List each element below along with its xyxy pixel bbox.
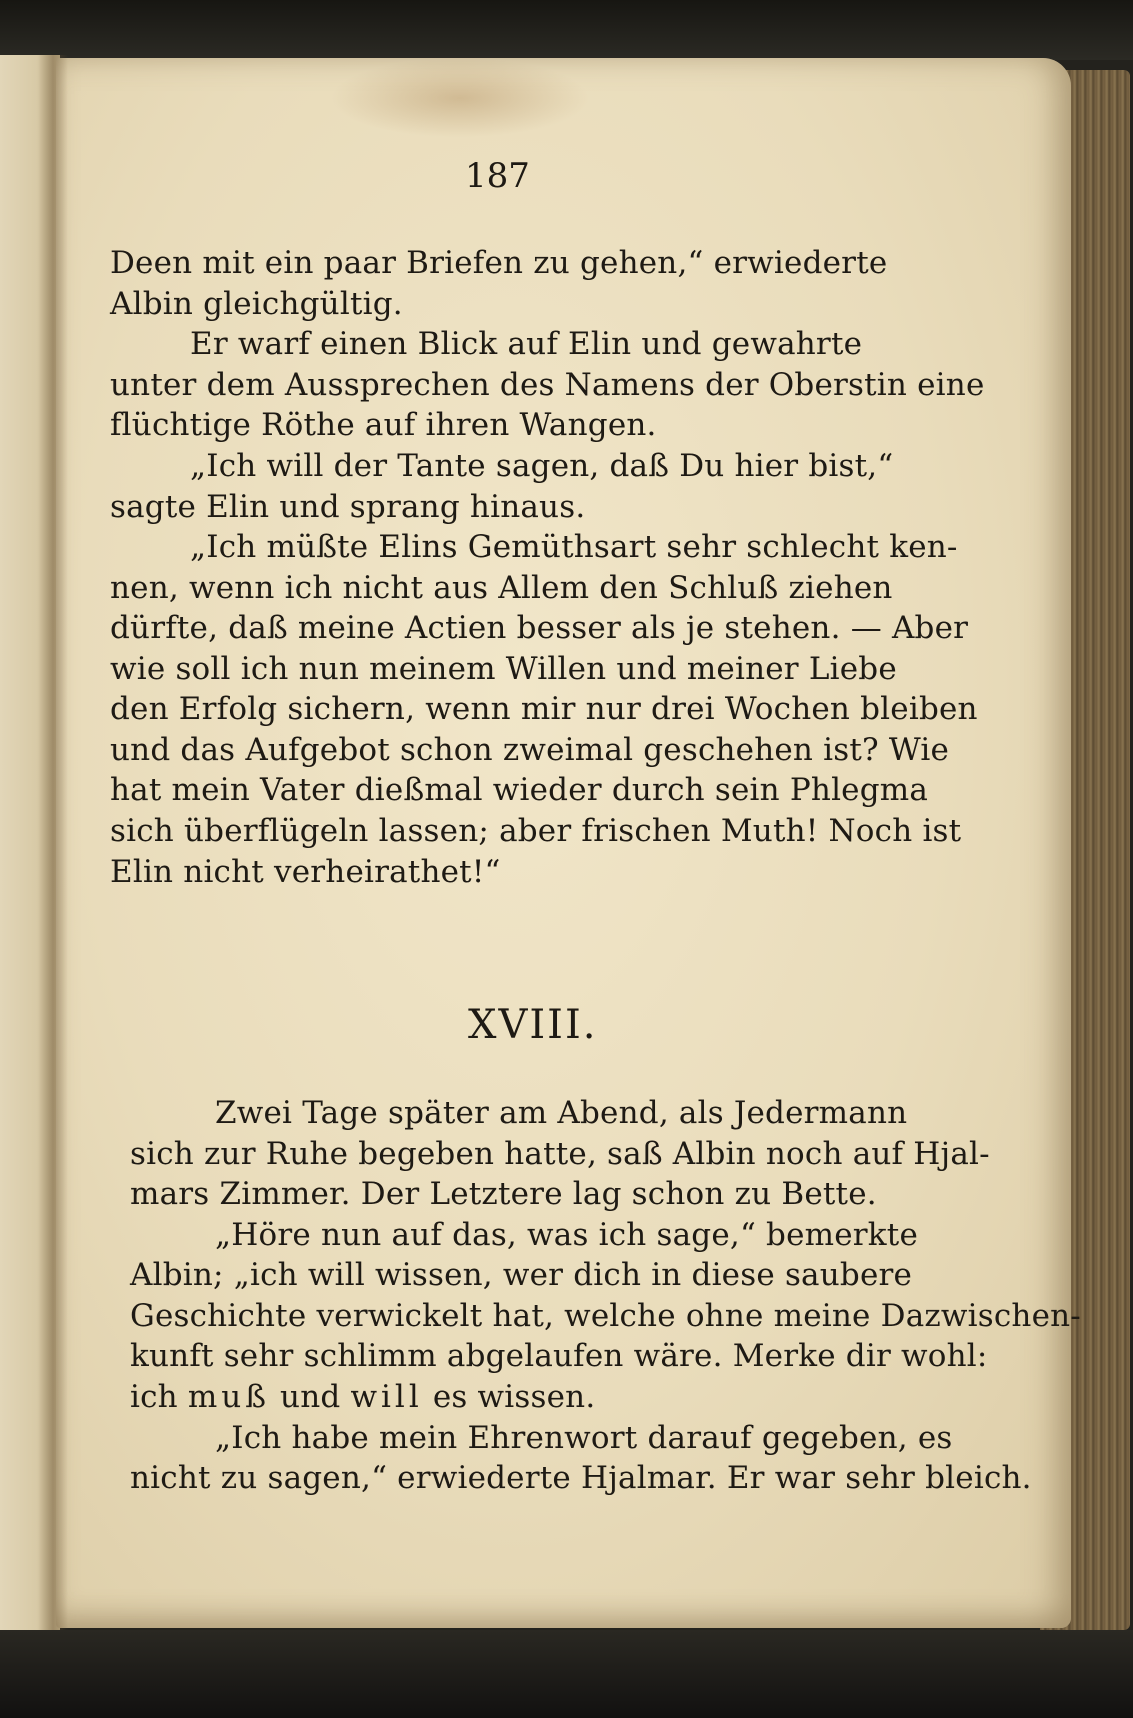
text-line: wie soll ich nun meinem Willen und meiner Liebe	[110, 651, 897, 687]
page-number: 187	[465, 156, 530, 196]
text-line: „Ich habe mein Ehrenwort darauf gegeben, es	[215, 1420, 953, 1456]
book-gutter	[38, 55, 68, 1635]
text-line-emphasis	[130, 1378, 595, 1416]
text-fragment: ich	[130, 1379, 178, 1415]
text-line: den Erfolg sichern, wenn mir nur drei Wochen bleiben	[110, 691, 978, 727]
text-line: Geschichte verwickelt hat, welche ohne meine Dazwischen-	[130, 1298, 1081, 1334]
spaced-emphasis: muß	[187, 1379, 270, 1415]
text-line: Er warf einen Blick auf Elin und gewahrte	[190, 326, 863, 362]
text-line: „Ich will der Tante sagen, daß Du hier bist,“	[190, 448, 894, 484]
text-line: mars Zimmer. Der Letztere lag schon zu Bette.	[130, 1176, 877, 1212]
text-line: „Ich müßte Elins Gemüthsart sehr schlecht ken-	[190, 529, 958, 565]
text-line: kunft sehr schlimm abgelaufen wäre. Merke dir wohl:	[130, 1338, 988, 1374]
text-line: Elin nicht verheirathet!“	[110, 854, 501, 890]
text-fragment: und	[280, 1379, 341, 1415]
book-top-edge	[0, 0, 1133, 60]
book-bottom-edge	[0, 1630, 1133, 1718]
text-line: und das Aufgebot schon zweimal geschehen ist? Wie	[110, 732, 950, 768]
text-line: flüchtige Röthe auf ihren Wangen.	[110, 407, 657, 443]
text-line: unter dem Aussprechen des Namens der Oberstin eine	[110, 367, 985, 403]
text-line: hat mein Vater dießmal wieder durch sein Phlegma	[110, 772, 929, 808]
text-line: Zwei Tage später am Abend, als Jedermann	[215, 1095, 908, 1131]
spaced-emphasis: will	[350, 1379, 423, 1415]
text-line: dürfte, daß meine Actien besser als je stehen. — Aber	[110, 610, 969, 646]
chapter-heading: XVIII.	[468, 1002, 598, 1048]
text-line: sich zur Ruhe begeben hatte, saß Albin noch auf Hjal-	[130, 1136, 990, 1172]
text-line: Albin; „ich will wissen, wer dich in diese saubere	[130, 1257, 913, 1293]
text-line: Albin gleichgültig.	[110, 286, 403, 322]
text-fragment: es wissen.	[432, 1379, 596, 1415]
text-line: nen, wenn ich nicht aus Allem den Schluß ziehen	[110, 570, 893, 606]
text-line: sich überflügeln lassen; aber frischen Muth! Noch ist	[110, 813, 962, 849]
text-line: „Höre nun auf das, was ich sage,“ bemerkte	[215, 1217, 918, 1253]
paper-stain	[330, 58, 590, 138]
text-line: Deen mit ein paar Briefen zu gehen,“ erwiederte	[110, 245, 888, 281]
text-line: sagte Elin und sprang hinaus.	[110, 489, 586, 525]
text-line: nicht zu sagen,“ erwiederte Hjalmar. Er war sehr bleich.	[130, 1460, 1032, 1496]
